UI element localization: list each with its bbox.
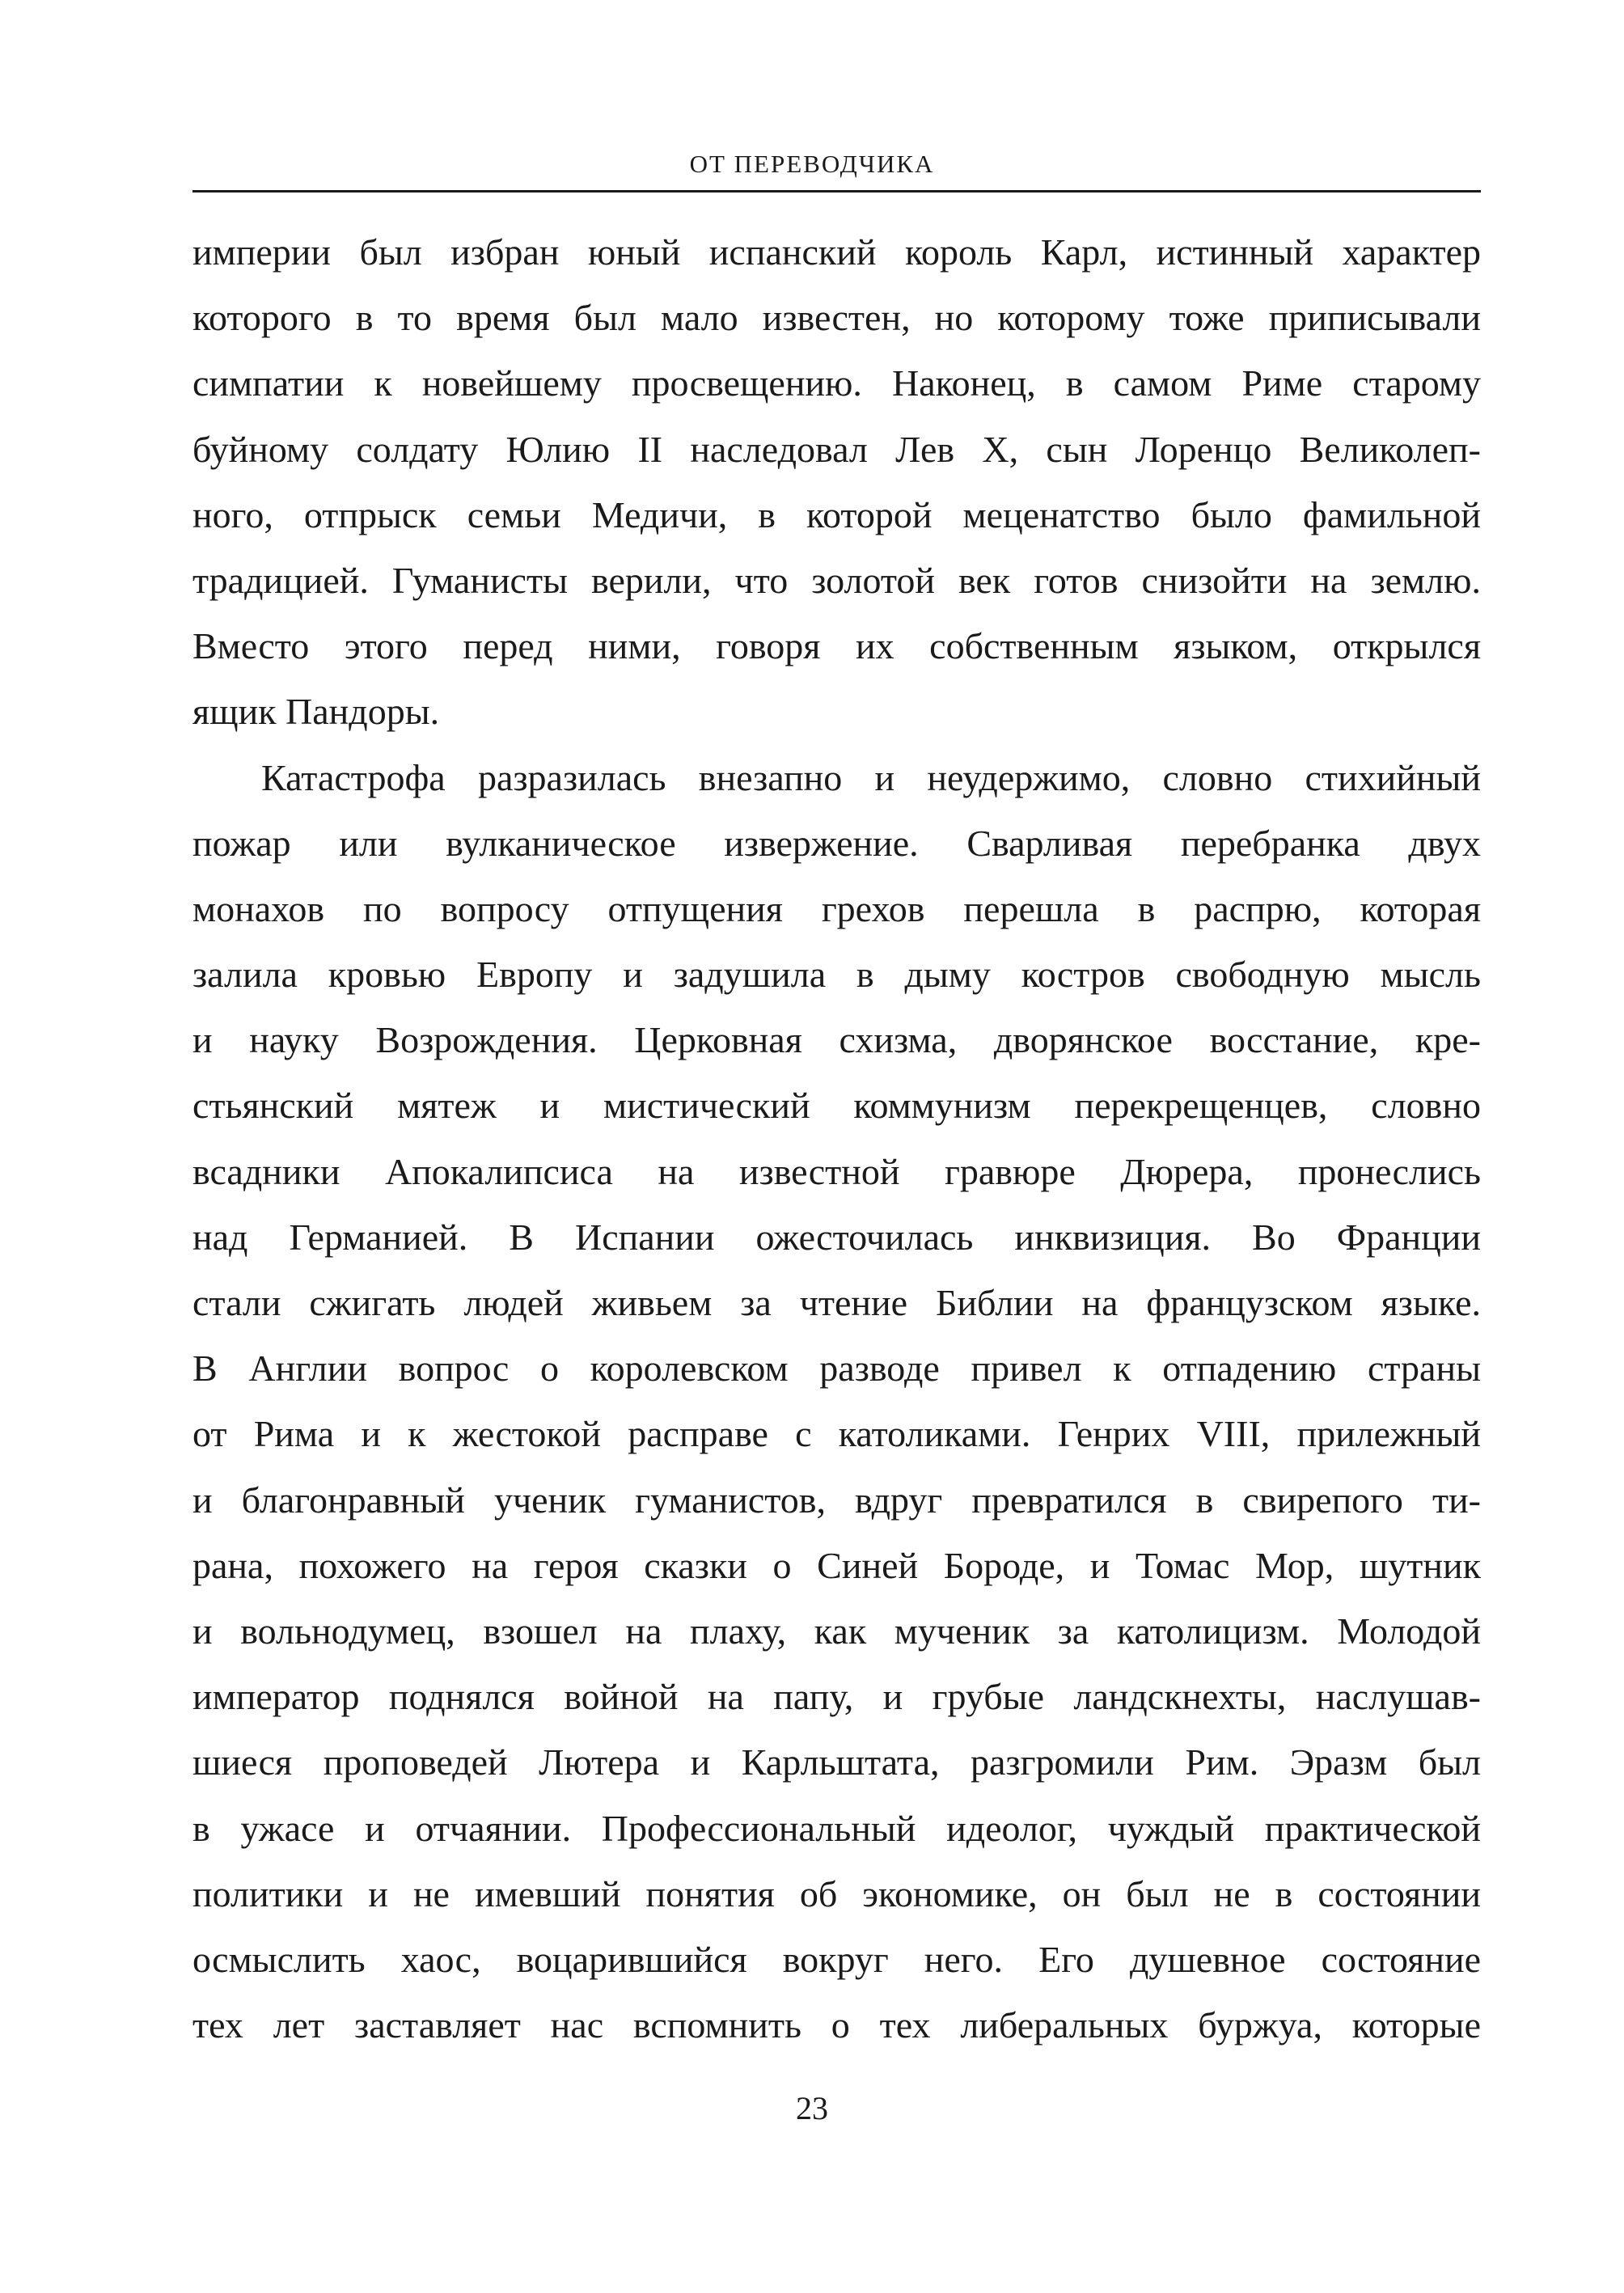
text-line: тех лет заставляет нас вспомнить о тех либеральных буржуа, которые [192, 2004, 1481, 2046]
text-line: всадники Апокалипсиса на известной гравюре Дюрера, пронеслись [192, 1150, 1481, 1192]
page-number: 23 [796, 2090, 828, 2126]
paragraph [192, 745, 1481, 2058]
body-text [192, 219, 1481, 2058]
text-line: монахов по вопросу отпущения грехов перешла в распрю, которая [192, 887, 1481, 929]
text-line: политики и не имевший понятия об экономике, он был не в состоянии [192, 1872, 1481, 1914]
text-line: над Германией. В Испании ожесточилась инквизиция. Во Франции [192, 1216, 1481, 1258]
text-line: осмыслить хаос, воцарившийся вокруг него. Его душевное состояние [192, 1938, 1481, 1980]
text-line: Катастрофа разразилась внезапно и неудержимо, словно стихийный [261, 756, 1481, 798]
text-line: в ужасе и отчаянии. Профессиональный идеолог, чуждый практической [192, 1807, 1481, 1849]
text-line: традицией. Гуманисты верили, что золотой век готов снизойти на землю. [192, 559, 1481, 601]
text-line: шиеся проповедей Лютера и Карльштата, разгромили Рим. Эразм был [192, 1741, 1481, 1783]
text-line: стьянский мятеж и мистический коммунизм перекрещенцев, словно [192, 1085, 1481, 1127]
running-head: ОТ ПЕРЕВОДЧИКА [689, 150, 935, 178]
text-line: рана, похожего на героя сказки о Синей Бороде, и Томас Мор, шутник [192, 1544, 1481, 1586]
text-line: стали сжигать людей живьем за чтение Библии на французском языке. [192, 1282, 1481, 1323]
text-line: ящик Пандоры. [192, 691, 440, 733]
text-line: и благонравный ученик гуманистов, вдруг превратился в свирепого ти- [192, 1479, 1481, 1521]
text-line: симпатии к новейшему просвещению. Наконец, в самом Риме старому [192, 362, 1481, 404]
paragraph [192, 219, 1481, 745]
text-line: буйному солдату Юлию II наследовал Лев X, сын Лоренцо Великолеп- [192, 428, 1481, 470]
text-line: император поднялся войной на папу, и грубые ландскнехты, наслушав- [192, 1676, 1481, 1718]
text-line: империи был избран юный испанский король Карл, истинный характер [192, 231, 1481, 273]
text-line: ного, отпрыск семьи Медичи, в которой меценатство было фамильной [192, 493, 1481, 535]
text-line: залила кровью Европу и задушила в дыму костров свободную мысль [192, 954, 1481, 996]
text-line: В Англии вопрос о королевском разводе привел к отпадению страны [192, 1347, 1481, 1390]
text-line: Вместо этого перед ними, говоря их собственным языком, открылся [192, 625, 1481, 667]
text-line: и науку Возрождения. Церковная схизма, дворянское восстание, кре- [192, 1019, 1481, 1061]
text-line: от Рима и к жестокой расправе с католиками. Генрих VIII, прилежный [192, 1413, 1481, 1455]
text-line: которого в то время был мало известен, но которому тоже приписывали [192, 297, 1481, 339]
text-line: и вольнодумец, взошел на плаху, как мученик за католицизм. Молодой [192, 1610, 1481, 1652]
text-line: пожар или вулканическое извержение. Сварливая перебранка двух [192, 822, 1481, 864]
header-rule [192, 190, 1481, 192]
